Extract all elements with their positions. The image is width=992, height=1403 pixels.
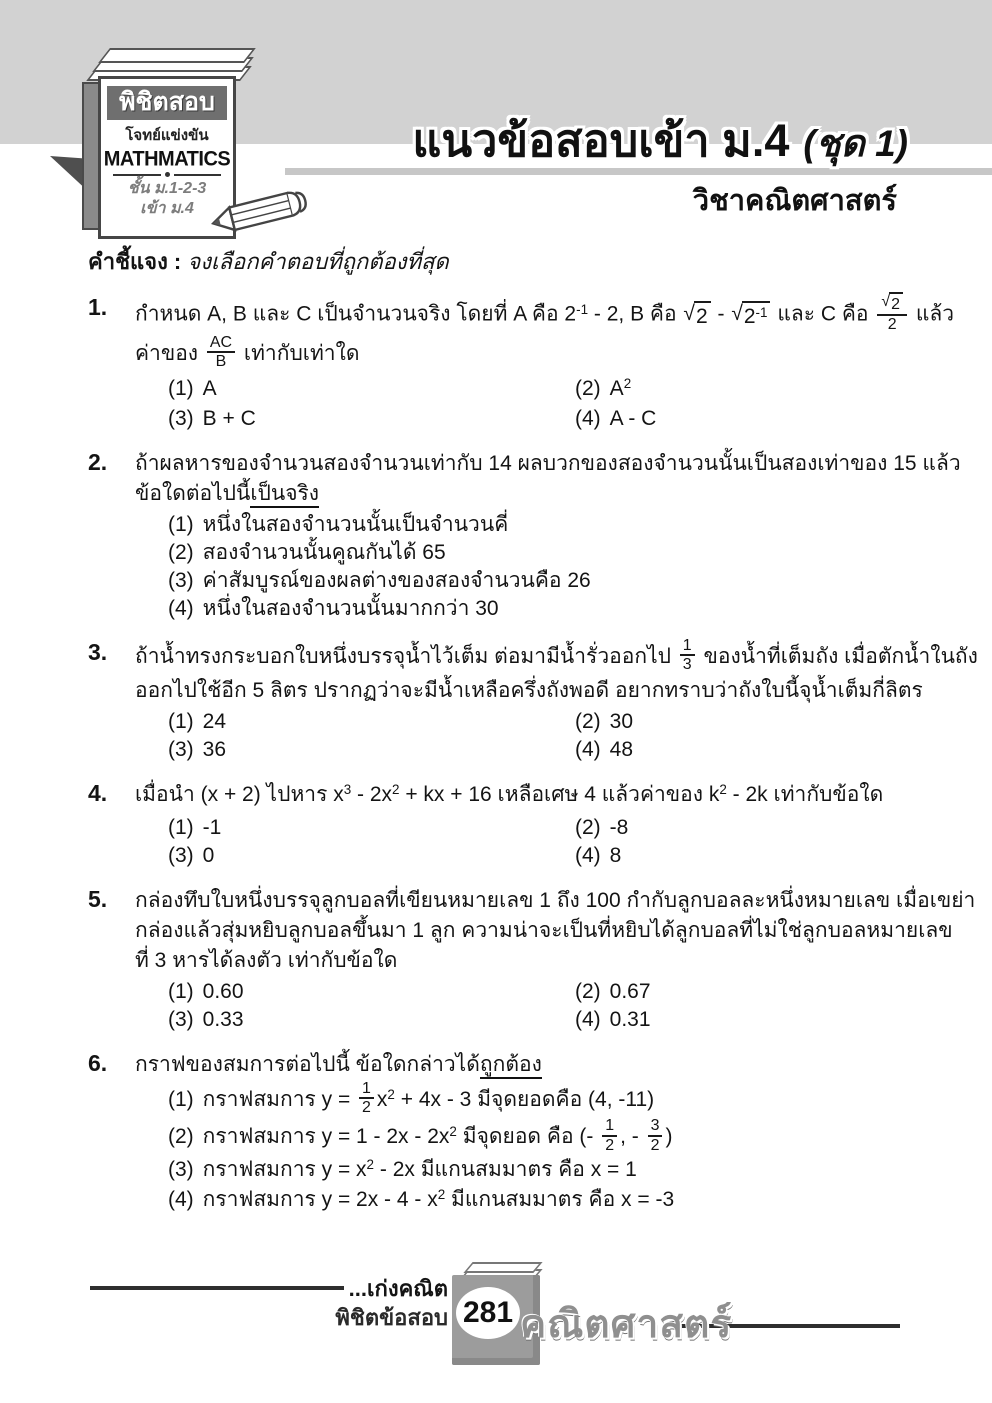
option-content: 24 [202,709,227,733]
option-label: (2) [168,1125,194,1149]
page-number: 281 [462,1296,514,1329]
question-text [135,886,976,976]
answer-option [135,842,542,870]
option-content: $A^2$ [609,376,632,400]
option-content: A - C [609,406,657,430]
answer-option [542,814,912,842]
question-body [135,293,955,433]
answer-option [542,842,912,870]
page-number-badge [456,1287,520,1339]
option-label: (4) [168,1188,194,1212]
option-label: (2) [168,540,194,564]
question-line: ที่ 3 หารได้ลงตัว เท่ากับข้อใด [135,948,398,972]
answer-options [135,1079,912,1216]
option-content: สองจำนวนนั้นคูณกันได้ 65 [202,540,446,564]
question-line: กราฟของสมการต่อไปนี้ ข้อใดกล่าวได้ถูกต้อง [135,1050,912,1080]
pencil-icon [204,178,322,236]
question-line: ถ้าน้ำทรงกระบอกใบหนึ่งบรรจุน้ำไว้เต็ม ต่อมามีน้ำรั่วออกไป $\frac{1}{3}$ ของน้ำที่เต็มถัง เมื่อตักน้ำในถัง [135,636,978,674]
option-content: กราฟสมการ y = $\frac{1}{2}$ $x^2 + 4x - 3$ มีจุดยอดคือ (4, -11) [202,1079,655,1117]
option-content: 48 [609,737,634,761]
option-label: (3) [168,1158,194,1182]
option-content: หนึ่งในสองจำนวนนั้นเป็นจำนวนคี่ [202,512,509,536]
question-text [135,1050,912,1080]
option-label: (2) [575,979,601,1003]
option-content: 0.31 [609,1007,651,1031]
option-label: (1) [168,815,194,839]
option-content: กราฟสมการ $y = 1 - 2x - 2x^2$ มีจุดยอด คือ (- $\frac{1}{2}$ , - $\frac{3}{2}$ ) [202,1116,673,1154]
option-content: 8 [609,843,622,867]
question-line: ค่าของ $\frac{AC}{B}$ เท่ากับเท่าใด [135,333,360,371]
option-label: (3) [168,1007,194,1031]
question-body [135,1050,912,1216]
logo-grade-1: ชั้น ม.1-2-3 [127,180,207,197]
option-label: (4) [575,1007,601,1031]
exam-content [88,244,978,1232]
option-label: (4) [575,843,601,867]
answer-option [135,1006,542,1034]
option-label: (1) [168,512,194,536]
question-line: ข้อใดต่อไปนี้เป็นจริง [135,479,912,509]
question-text [135,449,961,509]
footer-tagline-1: ...เก่งคณิต [348,1276,448,1301]
logo-grade-2: เข้า ม.4 [140,200,194,217]
question-body [135,780,912,870]
instruction-label: คำชี้แจง : [88,249,182,274]
option-content: 0.67 [609,979,651,1003]
book-pages-icon [98,48,256,63]
option-label: (4) [575,406,601,430]
answer-option [135,736,542,764]
footer-tagline-2: พิชิตข้อสอบ [335,1305,448,1330]
option-content: หนึ่งในสองจำนวนนั้นมากกว่า 30 [202,596,499,620]
option-content: ค่าสัมบูรณ์ของผลต่างของสองจำนวนคือ 26 [202,568,591,592]
answer-option [542,708,912,736]
question-line: กล่องแล้วสุ่มหยิบลูกบอลขึ้นมา 1 ลูก ความน่าจะเป็นที่หยิบได้ลูกบอลที่ไม่ใช่ลูกบอลหมายเลข [135,918,953,942]
answer-option [135,375,542,405]
option-label: (1) [168,709,194,733]
question-body [135,449,961,623]
option-content: 0.33 [202,1007,244,1031]
answer-options [135,511,912,623]
option-label: (1) [168,979,194,1003]
answer-option [542,405,912,433]
question-text [135,780,912,812]
option-label: (3) [168,843,194,867]
option-label: (4) [575,737,601,761]
question-body [135,886,976,1034]
question-text [135,293,955,373]
question-list [88,293,978,1216]
question-line: เมื่อนำ (x + 2) ไปหาร $x^3 - 2x^2$ + kx + 16 เหลือเศษ 4 แล้วค่าของ $k^2 - 2k$ เท่ากับข้อใด [135,782,884,806]
answer-option [135,405,542,433]
option-content: กราฟสมการ $y = x^2 - 2x$ มีแกนสมมาตร คือ x = 1 [202,1157,637,1182]
answer-option [542,978,912,1006]
answer-option [135,511,912,539]
option-label: (1) [168,376,194,400]
footer-series-title: คณิตศาสตร์ [520,1303,733,1346]
question-text [135,636,978,706]
option-label: (4) [168,596,194,620]
answer-options [135,708,912,764]
question-line: ออกไปใช้อีก 5 ลิตร ปรากฏว่าจะมีน้ำเหลือครึ่งถังพอดี อยากทราบว่าถังใบนี้จุน้ำเต็มกี่ลิตร [135,678,923,702]
option-content: 0 [202,843,215,867]
answer-option [135,978,542,1006]
answer-option [135,567,912,595]
exam-book-logo [70,46,300,236]
answer-option [542,1006,912,1034]
answer-options [135,978,912,1034]
question-number: 2. [88,448,108,475]
answer-option [135,1156,912,1186]
answer-options [135,375,912,433]
option-content: -8 [609,815,629,839]
answer-option [542,375,912,405]
answer-option [542,736,912,764]
page-title [412,104,908,176]
logo-divider [113,172,221,177]
option-content: กราฟสมการ $y = 2x - 4 - x^2$ มีแกนสมมาตร คือ x = -3 [202,1187,675,1212]
option-label: (1) [168,1087,194,1111]
question [88,448,961,623]
option-label: (2) [575,709,601,733]
answer-option [135,595,912,623]
option-label: (2) [575,815,601,839]
page-title-suffix: (ชุด 1) [803,123,908,164]
question-number: 6. [88,1049,108,1076]
instruction [88,244,912,279]
option-content: 30 [609,709,634,733]
option-content: 0.60 [202,979,244,1003]
question-line: ถ้าผลหารของจำนวนสองจำนวนเท่ากับ 14 ผลบวกของสองจำนวนนั้นเป็นสองเท่าของ 15 แล้ว [135,451,961,475]
option-content: 36 [202,737,227,761]
logo-subtitle: โจทย์แข่งขัน [125,127,209,144]
question [88,885,976,1034]
logo-title: พิชิตสอบ [107,86,227,120]
page-title-text: แนวข้อสอบเข้า ม.4 [412,115,790,166]
option-content: -1 [202,815,222,839]
question-line: กล่องทึบใบหนึ่งบรรจุลูกบอลที่เขียนหมายเลข 1 ถึง 100 กำกับลูกบอลละหนึ่งหมายเลข เมื่อเขย่า [135,888,976,912]
subject-title: วิชาคณิตศาสตร์ [692,185,897,217]
question-number: 3. [88,638,108,665]
question-number: 4. [88,779,108,806]
question-line: กำหนด A, B และ C เป็นจำนวนจริง โดยที่ A คือ $2^{-1} - 2$, B คือ √ 2 - √ $2^{-1}$ และ C คือ √ 2 2 แล้ว [135,293,955,334]
question [88,636,978,764]
answer-option [135,1186,912,1216]
footer-book-pages-icon [463,1262,542,1273]
option-label: (2) [575,376,601,400]
question [88,780,912,870]
answer-option [135,1079,912,1119]
question-number: 5. [88,885,108,912]
option-label: (3) [168,568,194,592]
question-number: 1. [88,294,108,320]
option-content: B + C [202,406,256,430]
answer-option [135,814,542,842]
answer-option [135,539,912,567]
question [88,1050,912,1216]
answer-option [135,708,542,736]
question-body [135,636,978,764]
instruction-text: จงเลือกคำตอบที่ถูกต้องที่สุด [187,249,449,274]
answer-option [135,1116,912,1156]
option-label: (3) [168,406,194,430]
option-label: (3) [168,737,194,761]
question [88,293,955,433]
option-content: A [202,376,217,400]
logo-brand: MATHMATICS [103,147,231,171]
answer-options [135,814,912,870]
